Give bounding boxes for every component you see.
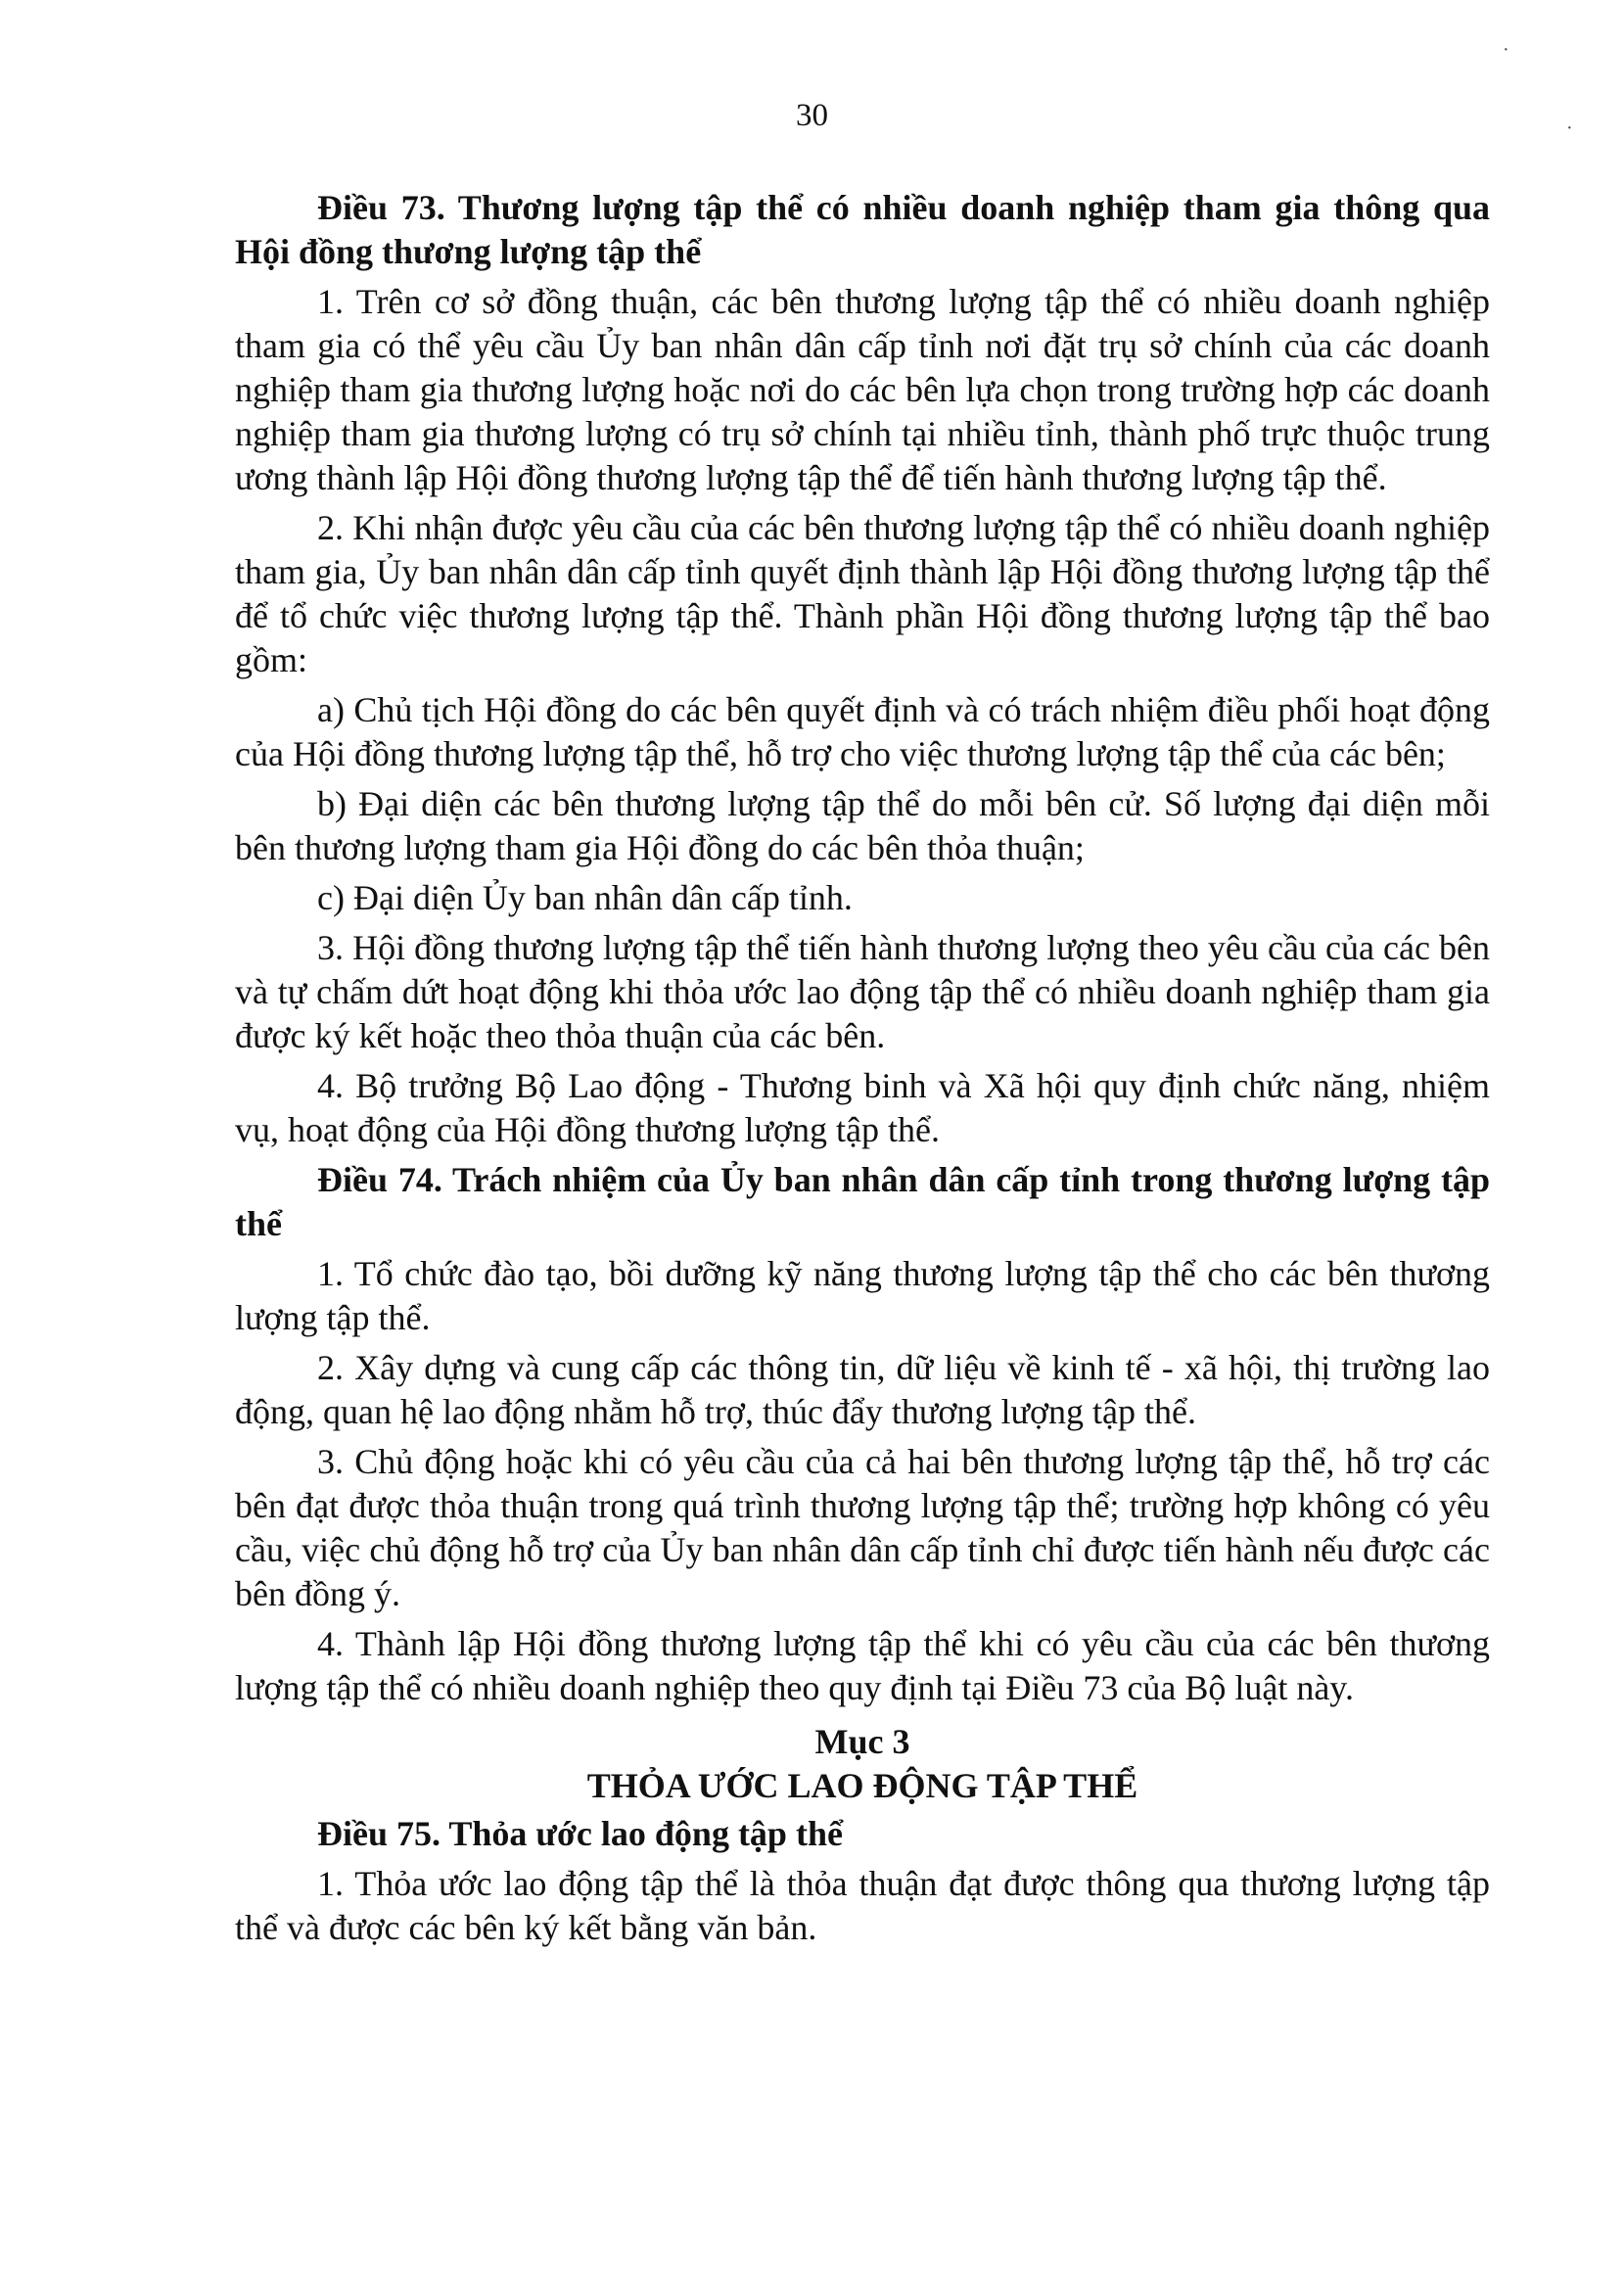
article-heading: Điều 75. Thỏa ước lao động tập thể (317, 1814, 843, 1853)
article-paragraph: 1. Tổ chức đào tạo, bồi dưỡng kỹ năng thương lượng tập thể cho các bên thương lượng tập thể. (235, 1254, 1490, 1337)
article-subpoint: a) Chủ tịch Hội đồng do các bên quyết định và có trách nhiệm điều phối hoạt động của Hội đồng thương lượng tập thể, hỗ trợ cho việc thương lượng tập thể của các bên; (235, 690, 1490, 773)
article-paragraph: 1. Thỏa ước lao động tập thể là thỏa thuận đạt được thông qua thương lượng tập thể và được các bên ký kết bằng văn bản. (235, 1864, 1490, 1947)
article-paragraph: 2. Xây dựng và cung cấp các thông tin, dữ liệu về kinh tế - xã hội, thị trường lao động, quan hệ lao động nhằm hỗ trợ, thúc đẩy thương lượng tập thể. (235, 1348, 1490, 1431)
article-paragraph: 2. Khi nhận được yêu cầu của các bên thương lượng tập thể có nhiều doanh nghiệp tham gia, Ủy ban nhân dân cấp tỉnh quyết định thành lập Hội đồng thương lượng tập thể để tổ chức việc thương lượng tập thể. Thành phần Hội đồng thương lượng tập thể bao gồm: (235, 508, 1490, 679)
article-75 (235, 1812, 1490, 1950)
article-paragraph: 3. Chủ động hoặc khi có yêu cầu của cả hai bên thương lượng tập thể, hỗ trợ các bên đạt được thỏa thuận trong quá trình thương lượng tập thể; trường hợp không có yêu cầu, việc chủ động hỗ trợ của Ủy ban nhân dân cấp tỉnh chỉ được tiến hành nếu được các bên đồng ý. (235, 1442, 1490, 1613)
article-heading: Điều 74. Trách nhiệm của Ủy ban nhân dân cấp tỉnh trong thương lượng tập thể (235, 1160, 1490, 1243)
article-paragraph: 4. Bộ trưởng Bộ Lao động - Thương binh và Xã hội quy định chức năng, nhiệm vụ, hoạt động của Hội đồng thương lượng tập thể. (235, 1066, 1490, 1149)
document-body (235, 186, 1490, 1956)
article-paragraph: 3. Hội đồng thương lượng tập thể tiến hành thương lượng theo yêu cầu của các bên và tự chấm dứt hoạt động khi thỏa ước lao động tập thể có nhiều doanh nghiệp tham gia được ký kết hoặc theo thỏa thuận của các bên. (235, 928, 1490, 1055)
section-title: THỎA ƯỚC LAO ĐỘNG TẬP THỂ (586, 1766, 1138, 1805)
section-label: Mục 3 (814, 1722, 910, 1761)
section-header (235, 1720, 1490, 1808)
article-74 (235, 1158, 1490, 1710)
article-paragraph: 4. Thành lập Hội đồng thương lượng tập thể khi có yêu cầu của các bên thương lượng tập thể có nhiều doanh nghiệp theo quy định tại Điều 73 của Bộ luật này. (235, 1624, 1490, 1707)
article-paragraph: 1. Trên cơ sở đồng thuận, các bên thương lượng tập thể có nhiều doanh nghiệp tham gia có thể yêu cầu Ủy ban nhân dân cấp tỉnh nơi đặt trụ sở chính của các doanh nghiệp tham gia thương lượng hoặc nơi do các bên lựa chọn trong trường hợp các doanh nghiệp tham gia thương lượng có trụ sở chính tại nhiều tỉnh, thành phố trực thuộc trung ương thành lập Hội đồng thương lượng tập thể để tiến hành thương lượng tập thể. (235, 282, 1490, 497)
article-heading: Điều 73. Thương lượng tập thể có nhiều doanh nghiệp tham gia thông qua Hội đồng thương lượng tập thể (235, 188, 1490, 271)
scan-speck: · (1566, 117, 1573, 139)
page-number: 30 (796, 98, 828, 133)
article-subpoint: b) Đại diện các bên thương lượng tập thể do mỗi bên cử. Số lượng đại diện mỗi bên thương lượng tham gia Hội đồng do các bên thỏa thuận; (235, 784, 1490, 867)
article-subpoint: c) Đại diện Ủy ban nhân dân cấp tỉnh. (317, 878, 853, 917)
article-73 (235, 186, 1490, 1152)
scan-speck: · (1503, 39, 1509, 61)
